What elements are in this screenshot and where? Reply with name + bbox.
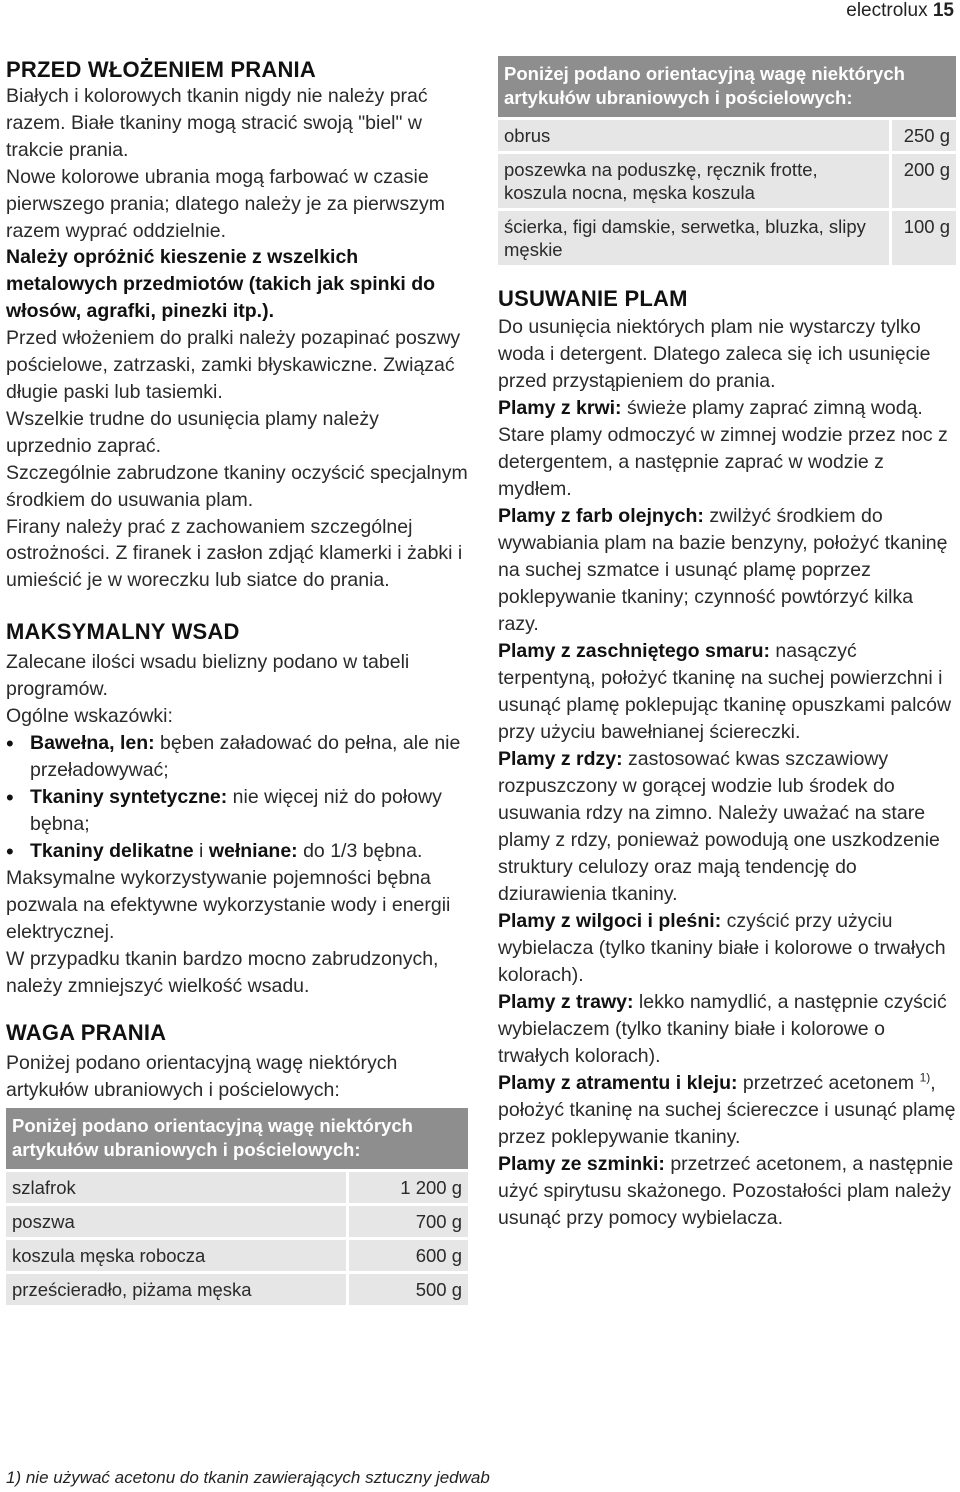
heading-max-load: MAKSYMALNY WSAD — [6, 619, 240, 645]
table-row — [6, 1271, 468, 1305]
stain-lead: Plamy z krwi: — [498, 397, 622, 419]
item-weight: 200 g — [892, 151, 956, 208]
heading-stain-removal: USUWANIE PLAM — [498, 286, 688, 311]
bullet-delicate-text: do 1/3 bębna. — [297, 839, 423, 862]
bullet-synthetic-text: nie więcej niż do połowy bębna; — [30, 785, 442, 835]
stain-lipstick — [498, 1151, 956, 1232]
before-wash-para-4: Przed włożeniem do pralki należy pozapinać poszwy pościelowe, zatrzaski, zamki błyskawiczne. Związać długie paski lub tasiemki. — [6, 327, 461, 403]
stain-ink-glue — [498, 1070, 956, 1151]
table-row — [6, 1203, 468, 1237]
stains-intro: Do usunięcia niektórych plam nie wystarczy tylko woda i detergent. Dlatego zaleca się ich usunięcie przed przystąpieniem do prania. — [498, 316, 931, 392]
stain-text: lekko namydlić, a następnie czyścić wybielaczem (tylko tkaniny białe i kolorowe o trwałych kolorach). — [498, 991, 947, 1067]
right-column — [498, 56, 956, 1232]
table-row — [498, 208, 956, 265]
bullet-delicate-mid: i — [193, 839, 209, 862]
before-wash-para-6: Szczególnie zabrudzone tkaniny oczyścić specjalnym środkiem do usuwania plam. — [6, 461, 468, 511]
item-weight: 1 200 g — [349, 1169, 468, 1203]
stain-lead: Plamy z farb olejnych: — [498, 505, 704, 527]
stain-text: czyścić przy użyciu wybielacza (tylko tkaniny białe i kolorowe o trwałych kolorach). — [498, 910, 946, 986]
item-weight: 250 g — [892, 117, 956, 151]
stain-lead: Plamy z zaschniętego smaru: — [498, 640, 771, 662]
stain-text: przetrzeć acetonem, a następnie użyć spirytusu skażonego. Pozostałości plam należy usunąć przy pomocy wybielacza. — [498, 1153, 954, 1229]
stain-grease — [498, 638, 956, 746]
item-name: ścierka, figi damskie, serwetka, bluzka, slipy męskie — [498, 208, 892, 265]
left-column — [6, 56, 468, 1305]
bullet-cotton-text: bęben załadować do pełna, ale nie przeładowywać; — [30, 731, 461, 781]
max-load-para-3: Maksymalne wykorzystywanie pojemności bębna pozwala na efektywne wykorzystanie wody i energii elektrycznej. — [6, 866, 451, 943]
item-name: poszewka na poduszkę, ręcznik frotte, koszula nocna, męska koszula — [498, 151, 892, 208]
table-header: Poniżej podano orientacyjną wagę niektórych artykułów ubraniowych i pościelowych: — [6, 1108, 468, 1169]
table-row — [498, 117, 956, 151]
item-name: szlafrok — [6, 1169, 349, 1203]
stain-text: zastosować kwas szczawiowy rozpuszczony w gorącej wodzie lub środek do usuwania rdzy na zimno. Należy uważać na stare plamy z rdzy, ponieważ powodują one uszkodzenie struktury celulozy oraz mają tendencję do dziurawienia tkaniny. — [498, 748, 940, 905]
bullet-wool-label: wełniane: — [208, 839, 298, 862]
wash-weight-intro: Poniżej podano orientacyjną wagę niektórych artykułów ubraniowych i pościelowych: — [6, 1052, 398, 1102]
max-load-bullets — [6, 730, 468, 865]
bullet-cotton — [6, 730, 468, 784]
stain-text: zwilżyć środkiem do wywabiania plam na bazie benzyny, położyć tkaninę na suchej szmatce i usunąć plamę poprzez poklepywanie tkaniny; czynność powtórzyć kilka razy. — [498, 505, 948, 635]
stain-mould — [498, 908, 956, 989]
bullet-cotton-label: Bawełna, len: — [30, 731, 155, 754]
stain-grass — [498, 989, 956, 1070]
item-weight: 500 g — [349, 1271, 468, 1305]
item-weight: 600 g — [349, 1237, 468, 1271]
bullet-delicate — [6, 838, 468, 865]
wash-weight-table-left — [6, 1108, 468, 1305]
wash-weight-table-right — [498, 56, 956, 265]
item-weight: 100 g — [892, 208, 956, 265]
stain-lead: Plamy ze szminki: — [498, 1153, 665, 1175]
footnote-ref: 1) — [919, 1070, 931, 1085]
heading-before-wash: PRZED WŁOŻENIEM PRANIA — [6, 57, 316, 82]
stain-rust — [498, 746, 956, 908]
brand-name: electrolux — [846, 0, 928, 21]
item-name: obrus — [498, 117, 892, 151]
stain-lead: Plamy z wilgoci i pleśni: — [498, 910, 722, 932]
stain-text: nasączyć terpentyną, położyć tkaninę na suchej powierzchni i usunąć plamę poklepując tkaninę opuszkami palców przy użyciu bawełnianej ściereczki. — [498, 640, 952, 743]
max-load-para-4: W przypadku tkanin bardzo mocno zabrudzonych, należy zmniejszyć wielkość wsadu. — [6, 947, 439, 997]
stain-text: świeże plamy zaprać zimną wodą. Stare plamy odmoczyć w zimnej wodzie przez noc z detergentem, a następnie zaprać w wodzie z mydłem. — [498, 397, 948, 500]
table-row — [498, 151, 956, 208]
table-row — [6, 1169, 468, 1203]
stain-lead: Plamy z rdzy: — [498, 748, 623, 770]
before-wash-para-1: Białych i kolorowych tkanin nigdy nie należy prać razem. Białe tkaniny mogą stracić swoją "biel" w trakcie prania. — [6, 85, 428, 161]
stain-text: , położyć tkaninę na suchej ściereczce i usunąć plamę przez poklepywanie tkaniny. — [498, 1072, 956, 1148]
stain-blood — [498, 395, 956, 503]
max-load-para-2: Ogólne wskazówki: — [6, 705, 173, 728]
item-name: koszula męska robocza — [6, 1237, 349, 1271]
stain-oil-paint — [498, 503, 956, 638]
item-name: prześcieradło, piżama męska — [6, 1271, 349, 1305]
bullet-delicate-label: Tkaniny delikatne — [30, 839, 194, 862]
heading-wash-weight: WAGA PRANIA — [6, 1020, 167, 1046]
page-number: 15 — [932, 0, 954, 21]
stain-text: przetrzeć acetonem — [737, 1072, 920, 1094]
before-wash-para-5: Wszelkie trudne do usunięcia plamy należy uprzednio zaprać. — [6, 407, 379, 457]
bullet-synthetic-label: Tkaniny syntetyczne: — [30, 785, 228, 808]
item-weight: 700 g — [349, 1203, 468, 1237]
max-load-para-1: Zalecane ilości wsadu bielizny podano w tabeli programów. — [6, 651, 410, 701]
item-name: poszwa — [6, 1203, 349, 1237]
stain-lead: Plamy z trawy: — [498, 991, 634, 1013]
bullet-synthetic — [6, 784, 468, 838]
stain-lead: Plamy z atramentu i kleju: — [498, 1072, 738, 1094]
before-wash-para-3: Należy opróżnić kieszenie z wszelkich metalowych przedmiotów (takich jak spinki do włosów, agrafki, pinezki itp.). — [6, 246, 436, 323]
footnote: 1) nie używać acetonu do tkanin zawierających sztuczny jedwab — [6, 1468, 490, 1487]
table-row — [6, 1237, 468, 1271]
table-header: Poniżej podano orientacyjną wagę niektórych artykułów ubraniowych i pościelowych: — [498, 56, 956, 117]
before-wash-para-7: Firany należy prać z zachowaniem szczególnej ostrożności. Z firanek i zasłon zdjąć klamerki i żabki i umieścić je w woreczku lub siatce do prania. — [6, 515, 463, 592]
before-wash-para-2: Nowe kolorowe ubrania mogą farbować w czasie pierwszego prania; dlatego należy je za pierwszym razem wyprać oddzielnie. — [6, 165, 445, 242]
page-header — [846, 0, 954, 22]
